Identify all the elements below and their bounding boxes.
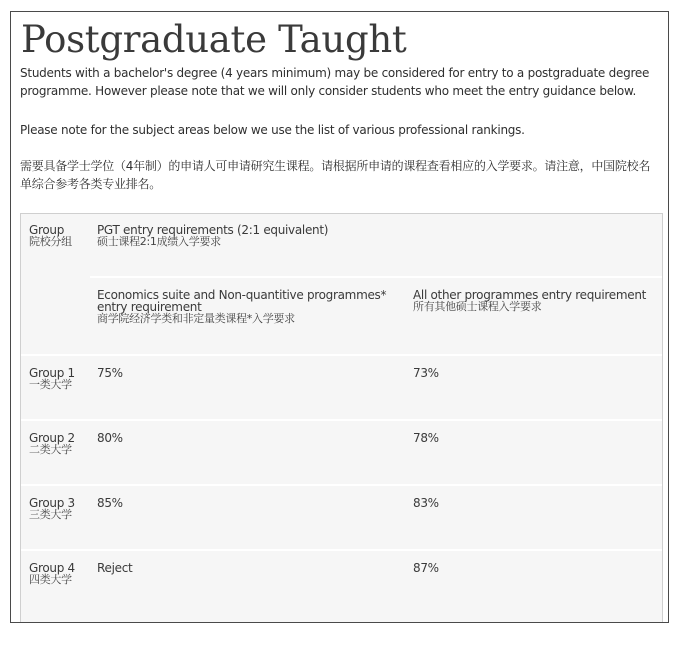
group-label-zh: 一类大学 [29,378,72,391]
header-col2-cell [413,289,646,313]
table-cell-col2: 83% [413,496,439,510]
header-pgt-cell [97,224,328,248]
table-row-group [29,497,75,521]
header-divider [90,276,662,278]
group-label-zh: 三类大学 [29,508,72,521]
table-row-group [29,367,75,391]
table-row-group [29,562,75,586]
header-col1-label: Economics suite and Non-quantitive programmes* entry requirement [97,288,387,314]
table-cell-col2: 87% [413,561,439,575]
group-label: Group 4 [29,561,75,575]
page-title: Postgraduate Taught [21,18,407,61]
header-pgt-label: PGT entry requirements (2:1 equivalent) [97,223,329,237]
row-divider [21,419,662,421]
table-cell-col1: 85% [97,496,123,510]
table-cell-col2: 73% [413,366,439,380]
header-group-label: Group [29,223,65,237]
group-label-zh: 四类大学 [29,573,72,586]
header-group-cell [29,224,72,248]
header-col2-label-zh: 所有其他硕士课程入学要求 [413,300,542,313]
table-cell-col1: 75% [97,366,123,380]
row-divider [21,549,662,551]
chinese-note: 需要具备学士学位（4年制）的申请人可申请研究生课程。请根据所申请的课程查看相应的入学要求。请注意，中国院校名单综合参考各类专业排名。 [20,159,651,191]
header-col1-label-zh: 商学院经济学类和非定量类课程*入学要求 [97,312,295,325]
row-divider [21,484,662,486]
header-pgt-label-zh: 硕士课程2:1成绩入学要求 [97,235,221,248]
header-col1-cell [97,289,397,325]
row-divider [21,354,662,356]
group-label: Group 3 [29,496,75,510]
table-row-group [29,432,75,456]
intro-paragraph: Students with a bachelor's degree (4 years minimum) may be considered for entry to a postgraduate degree programme. However please note that we will only consider students who meet the entry guidance below. [20,66,650,98]
table-cell-col1: Reject [97,561,133,575]
group-label: Group 1 [29,366,75,380]
header-group-label-zh: 院校分组 [29,235,72,248]
group-label: Group 2 [29,431,75,445]
header-col2-label: All other programmes entry requirement [413,288,647,302]
table-cell-col2: 78% [413,431,439,445]
entry-requirements-table [20,213,663,623]
table-cell-col1: 80% [97,431,123,445]
content-frame [10,11,669,623]
group-label-zh: 二类大学 [29,443,72,456]
rankings-note: Please note for the subject areas below we use the list of various professional rankings. [20,123,525,137]
